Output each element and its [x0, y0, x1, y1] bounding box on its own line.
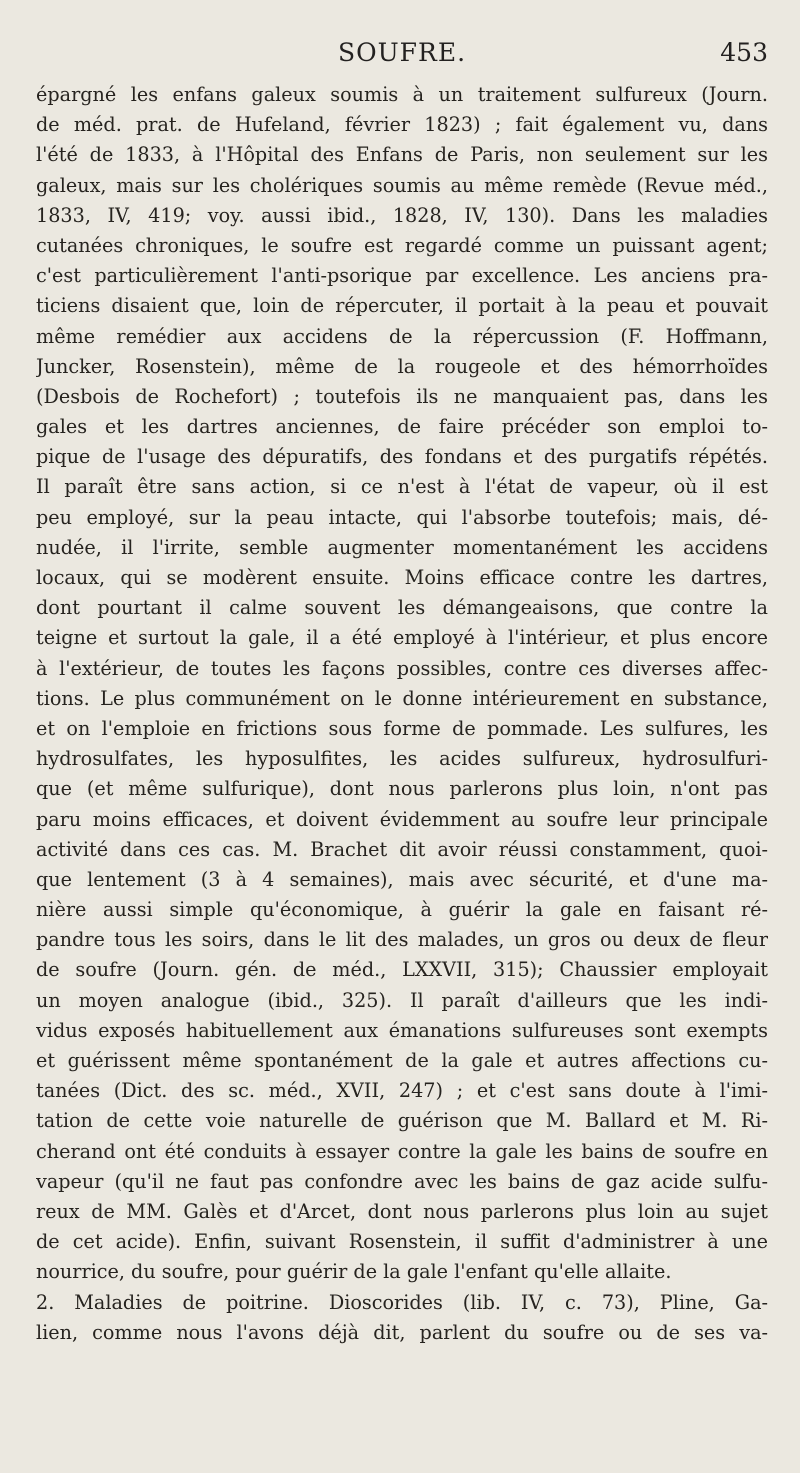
text-line: hydrosulfates, les hyposulfites, les acides sulfureux, hydrosulfuri-: [36, 747, 768, 771]
text-line: l'été de 1833, à l'Hôpital des Enfans de Paris, non seulement sur les: [36, 143, 768, 167]
text-line: Il paraît être sans action, si ce n'est à l'état de vapeur, où il est: [36, 475, 768, 499]
text-line: gales et les dartres anciennes, de faire précéder son emploi to-: [36, 415, 768, 439]
text-line: que (et même sulfurique), dont nous parlerons plus loin, n'ont pas: [36, 777, 768, 801]
text-line: épargné les enfans galeux soumis à un traitement sulfureux (Journ.: [36, 83, 768, 106]
text-line: ticiens disaient que, loin de répercuter, il portait à la peau et pouvait: [36, 294, 768, 318]
text-line: nourrice, du soufre, pour guérir de la gale l'enfant qu'elle allaite.: [36, 1260, 672, 1284]
running-title: SOUFRE.: [337, 38, 467, 67]
text-line: et on l'emploie en frictions sous forme de pommade. Les sulfures, les: [36, 716, 768, 740]
text-line: 2. Maladies de poitrine. Dioscorides (lib. IV, c. 73), Pline, Ga-: [36, 1290, 768, 1314]
text-line: de méd. prat. de Hufeland, février 1823) ; fait également vu, dans: [36, 113, 768, 137]
running-header: [36, 38, 768, 78]
text-line: à l'extérieur, de toutes les façons possibles, contre ces diverses affec-: [36, 656, 768, 680]
text-line: nudée, il l'irrite, semble augmenter momentanément les accidens: [36, 535, 768, 559]
text-line: c'est particulièrement l'anti-psorique par excellence. Les anciens pra-: [36, 264, 768, 288]
text-line: (Desbois de Rochefort) ; toutefois ils ne manquaient pas, dans les: [36, 384, 768, 408]
text-line: tions. Le plus communément on le donne intérieurement en substance,: [36, 686, 768, 710]
text-line: même remédier aux accidens de la répercussion (F. Hoffmann,: [36, 324, 768, 348]
text-line: pandre tous les soirs, dans le lit des malades, un gros ou deux de fleur: [36, 928, 768, 952]
text-line: cutanées chroniques, le soufre est regardé comme un puissant agent;: [36, 233, 768, 257]
page-number: 453: [720, 38, 768, 67]
text-line: de cet acide). Enfin, suivant Rosenstein, il suffit d'administrer à une: [36, 1230, 768, 1254]
text-line: 1833, IV, 419; voy. aussi ibid., 1828, IV, 130). Dans les maladies: [36, 203, 768, 227]
text-line: que lentement (3 à 4 semaines), mais avec sécurité, et d'une ma-: [36, 867, 768, 891]
text-line: peu employé, sur la peau intacte, qui l'absorbe toutefois; mais, dé-: [36, 505, 768, 529]
text-line: un moyen analogue (ibid., 325). Il paraît d'ailleurs que les indi-: [36, 988, 768, 1012]
text-line: cherand ont été conduits à essayer contre la gale les bains de soufre en: [36, 1139, 768, 1163]
text-line: teigne et surtout la gale, il a été employé à l'intérieur, et plus encore: [36, 626, 768, 650]
text-line: locaux, qui se modèrent ensuite. Moins efficace contre les dartres,: [36, 566, 768, 589]
text-line: lien, comme nous l'avons déjà dit, parlent du soufre ou de ses va-: [36, 1320, 768, 1344]
text-line: vidus exposés habituellement aux émanations sulfureuses sont exempts: [36, 1018, 768, 1042]
text-line: tation de cette voie naturelle de guérison que M. Ballard et M. Ri-: [36, 1109, 768, 1133]
text-line: de soufre (Journ. gén. de méd., LXXVII, 315); Chaussier employait: [36, 958, 768, 982]
text-line: nière aussi simple qu'économique, à guérir la gale en faisant ré-: [36, 898, 768, 922]
text-line: Juncker, Rosenstein), même de la rougeole et des hémorrhoïdes: [36, 354, 768, 378]
text-line: paru moins efficaces, et doivent évidemment au soufre leur principale: [36, 807, 768, 831]
text-line: dont pourtant il calme souvent les démangeaisons, que contre la: [36, 596, 768, 620]
text-line: tanées (Dict. des sc. méd., XVII, 247) ; et c'est sans doute à l'imi-: [36, 1079, 768, 1103]
text-line: et guérissent même spontanément de la gale et autres affections cu-: [36, 1049, 768, 1072]
text-line: activité dans ces cas. M. Brachet dit avoir réussi constamment, quoi-: [36, 837, 768, 861]
body-text: [36, 80, 768, 1348]
text-line: pique de l'usage des dépuratifs, des fondans et des purgatifs répétés.: [36, 445, 768, 469]
text-line: galeux, mais sur les cholériques soumis au même remède (Revue méd.,: [36, 173, 768, 197]
text-line: reux de MM. Galès et d'Arcet, dont nous parlerons plus loin au sujet: [36, 1199, 768, 1223]
text-line: vapeur (qu'il ne faut pas confondre avec les bains de gaz acide sulfu-: [36, 1169, 768, 1193]
